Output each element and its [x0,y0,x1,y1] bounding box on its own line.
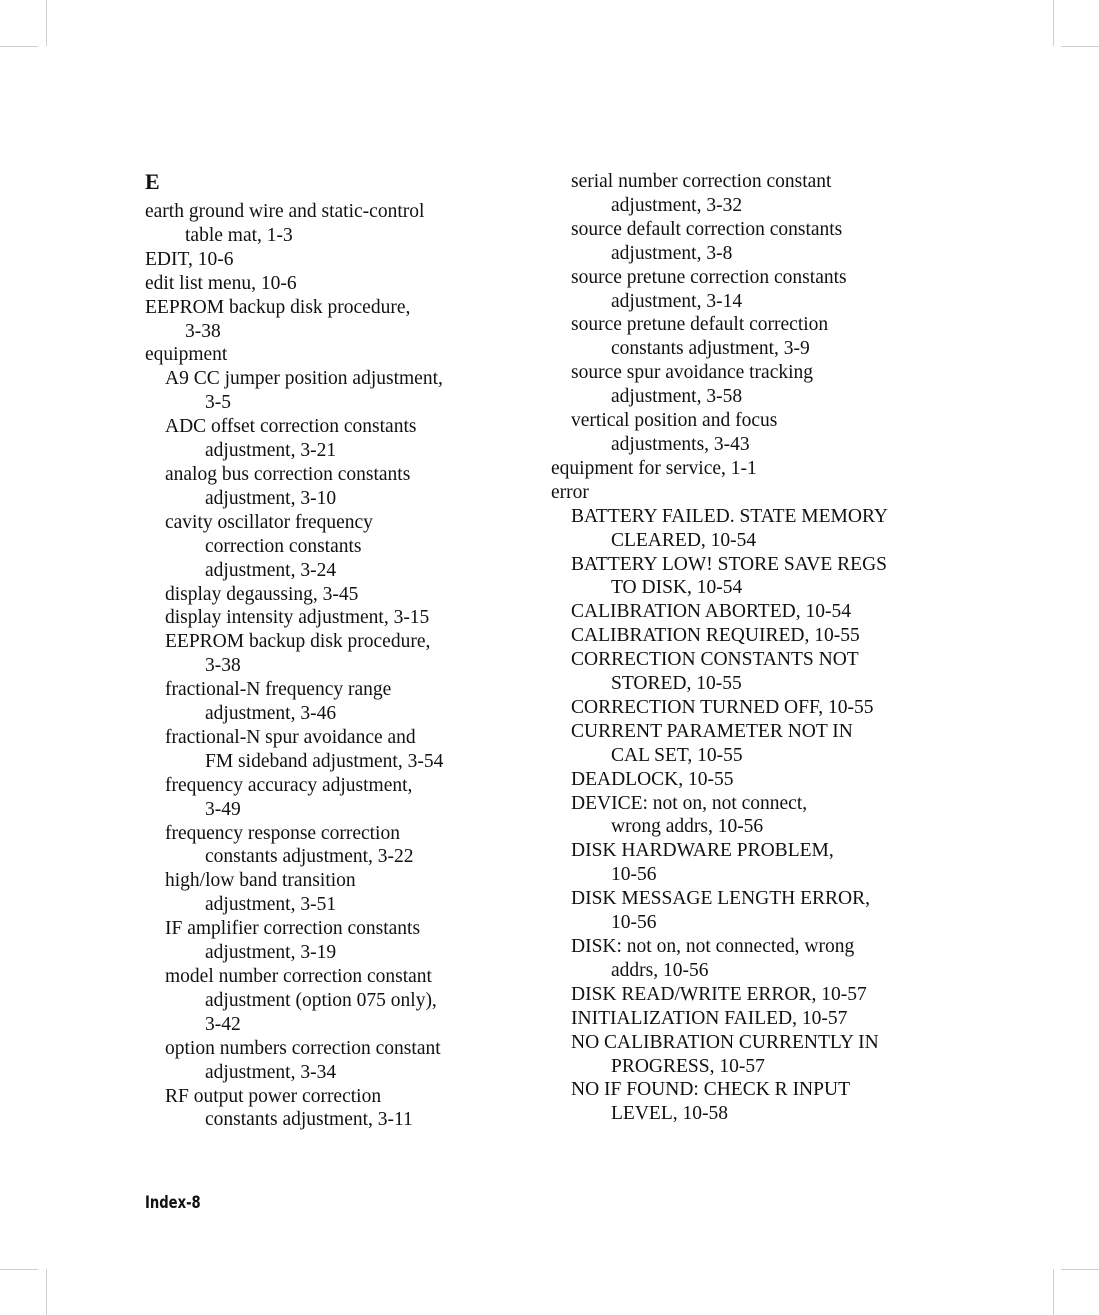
crop-mark [1053,0,1054,46]
entry-line: DEVICE: not on, not connect, [571,792,808,814]
entry-continuation-line: 3-38 [185,320,221,342]
index-subentry [551,1007,931,1031]
index-subentry [551,361,931,409]
index-entry [145,296,515,344]
index-entry [551,457,931,481]
entry-line: fractional-N spur avoidance and [165,726,416,748]
crop-mark [1061,1269,1099,1270]
entry-line: display intensity adjustment, 3-15 [165,607,430,629]
entry-line: frequency accuracy adjustment, [165,774,413,796]
index-subentry [551,768,931,792]
entry-continuation-line: adjustment, 3-10 [205,487,337,509]
entry-line: EEPROM backup disk procedure, [165,631,431,653]
entry-line: equipment [145,344,228,366]
entry-line: frequency response correction [165,822,400,844]
index-subentry [145,869,515,917]
crop-mark [46,0,47,46]
index-subentry [145,463,515,511]
index-entry [145,248,515,272]
entry-line: DISK: not on, not connected, wrong [571,936,855,957]
entry-line: analog bus correction constants [165,463,411,485]
entry-line: CORRECTION CONSTANTS NOT [571,649,859,671]
section-letter-heading: E [145,169,160,194]
index-subentry [145,1085,515,1133]
index-subentry [551,839,931,887]
entry-continuation-line: adjustment (option 075 only), [205,989,437,1011]
index-subentry [145,630,515,678]
index-subentry [551,1078,931,1126]
entry-continuation-line: adjustment, 3-14 [611,290,743,312]
entry-continuation-line: CLEARED, 10-54 [611,529,757,551]
entry-line: EDIT, 10-6 [145,248,234,270]
index-subentry [145,367,515,415]
entry-line: CURRENT PARAMETER NOT IN [571,720,853,742]
index-subentry [551,266,931,314]
entry-continuation-line: adjustment, 3-21 [205,440,337,462]
index-subentry [551,218,931,266]
index-entry [551,481,931,505]
entry-continuation-line: adjustment, 3-8 [611,242,733,264]
entry-continuation-line: table mat, 1-3 [185,224,293,246]
crop-mark [0,46,38,47]
entry-line: DISK HARDWARE PROBLEM, [571,840,834,862]
entry-line: serial number correction constant [571,171,832,192]
entry-continuation-line: 3-42 [205,1013,241,1035]
crop-mark [1053,1269,1054,1315]
index-entry [145,200,515,248]
entry-line: NO CALIBRATION CURRENTLY IN [571,1031,879,1053]
entry-continuation-line: constants adjustment, 3-11 [205,1109,413,1131]
index-subentry [145,965,515,1037]
entry-line: DISK MESSAGE LENGTH ERROR, [571,888,871,910]
index-subentry [551,553,931,601]
entry-continuation-line: LEVEL, 10-58 [611,1103,728,1125]
entry-continuation-line: correction constants [205,535,362,557]
index-subentry [551,887,931,935]
entry-continuation-line: CAL SET, 10-55 [611,744,743,766]
index-subentry [145,511,515,583]
index-subentry [145,415,515,463]
entry-line: ADC offset correction constants [165,416,417,438]
entry-continuation-line: adjustment, 3-24 [205,559,337,581]
entry-continuation-line: STORED, 10-55 [611,673,742,695]
index-entry [145,343,515,367]
entry-continuation-line: adjustments, 3-43 [611,433,750,455]
index-subentry [145,678,515,726]
entry-line: vertical position and focus [571,410,778,432]
entry-continuation-line: constants adjustment, 3-22 [205,846,414,868]
entry-continuation-line: 10-56 [611,864,657,886]
entry-line: source spur avoidance tracking [571,362,814,384]
index-subentry [145,822,515,870]
index-subentry [551,648,931,696]
entry-continuation-line: 10-56 [611,912,657,934]
entry-line: EEPROM backup disk procedure, [145,296,411,318]
index-subentry [551,720,931,768]
entry-line: DISK READ/WRITE ERROR, 10-57 [571,983,867,1005]
entry-line: INITIALIZATION FAILED, 10-57 [571,1007,848,1029]
crop-mark [0,1269,38,1270]
entry-continuation-line: 3-49 [205,798,241,820]
entry-line: fractional-N frequency range [165,679,392,701]
entry-line: CALIBRATION REQUIRED, 10-55 [571,625,860,647]
entry-continuation-line: adjustment, 3-32 [611,194,743,216]
index-subentry [145,583,515,607]
entry-line: display degaussing, 3-45 [165,583,359,605]
entry-line: BATTERY FAILED. STATE MEMORY [571,505,888,527]
entry-line: cavity oscillator frequency [165,511,373,533]
entry-line: source pretune correction constants [571,266,847,288]
entry-line: equipment for service, 1-1 [551,457,757,479]
entry-continuation-line: adjustment, 3-58 [611,386,743,408]
entry-line: CORRECTION TURNED OFF, 10-55 [571,696,874,718]
right-entry-list [551,170,931,1126]
crop-mark [46,1269,47,1315]
entry-continuation-line: TO DISK, 10-54 [611,577,743,599]
entry-line: source default correction constants [571,218,843,240]
entry-continuation-line: FM sideband adjustment, 3-54 [205,750,444,772]
index-subentry [145,726,515,774]
index-left-column [145,170,515,1132]
entry-line: model number correction constant [165,966,432,987]
entry-line: high/low band transition [165,870,356,892]
index-subentry [551,983,931,1007]
left-entry-list [145,200,515,1132]
entry-continuation-line: PROGRESS, 10-57 [611,1055,765,1077]
index-subentry [551,935,931,983]
index-subentry [551,313,931,361]
entry-line: earth ground wire and static-control [145,201,425,222]
entry-line: RF output power correction [165,1085,382,1107]
entry-line: IF amplifier correction constants [165,918,421,940]
index-entry [145,272,515,296]
entry-line: edit list menu, 10-6 [145,272,297,294]
entry-continuation-line: adjustment, 3-51 [205,894,337,916]
entry-continuation-line: addrs, 10-56 [611,959,709,981]
entry-line: source pretune default correction [571,314,829,336]
entry-line: option numbers correction constant [165,1037,441,1059]
index-subentry [551,696,931,720]
index-subentry [145,774,515,822]
entry-line: BATTERY LOW! STORE SAVE REGS [571,553,887,575]
entry-line: CALIBRATION ABORTED, 10-54 [571,601,851,623]
entry-line: error [551,481,589,503]
entry-continuation-line: adjustment, 3-19 [205,942,337,964]
entry-continuation-line: 3-38 [205,655,241,677]
index-subentry [551,600,931,624]
entry-continuation-line: 3-5 [205,392,231,414]
crop-mark [1061,46,1099,47]
index-subentry [145,1037,515,1085]
entry-continuation-line: adjustment, 3-34 [205,1061,337,1083]
index-subentry [551,1031,931,1079]
index-subentry [551,505,931,553]
entry-continuation-line: wrong addrs, 10-56 [611,816,764,838]
entry-line: DEADLOCK, 10-55 [571,768,734,790]
index-right-column [551,170,931,1126]
entry-line: A9 CC jumper position adjustment, [165,368,443,390]
index-subentry [145,917,515,965]
index-subentry [551,792,931,840]
index-subentry [551,624,931,648]
page-number-footer: Index-8 [145,1193,201,1213]
index-subentry [145,606,515,630]
index-subentry [551,409,931,457]
entry-line: NO IF FOUND: CHECK R INPUT [571,1079,850,1101]
entry-continuation-line: adjustment, 3-46 [205,703,337,725]
index-subentry [551,170,931,218]
entry-continuation-line: constants adjustment, 3-9 [611,338,810,360]
